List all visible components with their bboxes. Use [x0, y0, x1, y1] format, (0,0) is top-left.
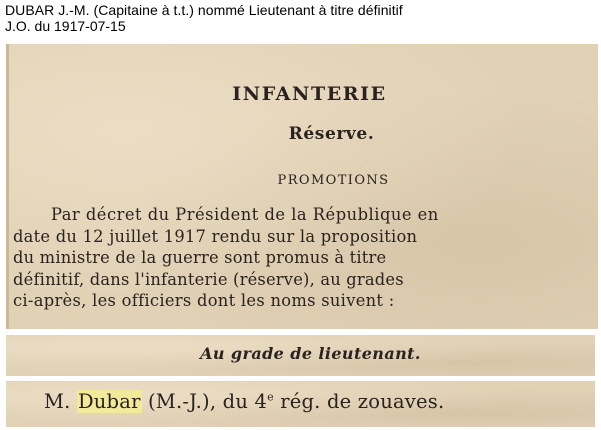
entry-suffix: rég. de zouaves.: [273, 390, 445, 413]
clipping-section-title: PROMOTIONS: [277, 173, 390, 188]
paragraph-line: ci-après, les officiers dont les noms suivent :: [13, 291, 395, 310]
paragraph-line: définitif, dans l'infanterie (réserve), au grades: [13, 269, 404, 289]
caption-date: J.O. du 1917-07-15: [5, 18, 126, 34]
grade-heading: Au grade de lieutenant.: [200, 344, 421, 363]
paragraph-line: date du 12 juillet 1917 rendu sur la proposition: [13, 226, 418, 246]
paragraph-line: Par décret du Président de la République en: [51, 205, 439, 224]
newspaper-clipping-grade: [6, 335, 595, 376]
newspaper-clipping-entry: [6, 381, 595, 427]
paragraph-line: du ministre de la guerre sont promus à titre: [13, 248, 387, 267]
newspaper-clipping-promotions: [6, 44, 598, 329]
caption: [5, 2, 595, 34]
entry-initials: (M.-J.), du 4: [141, 390, 268, 413]
ordinal-superscript: e: [267, 390, 274, 404]
caption-title: DUBAR J.-M. (Capitaine à t.t.) nommé Lieutenant à titre définitif: [5, 2, 403, 18]
clipping-subheading: Réserve.: [288, 124, 375, 144]
entry-prefix: M.: [44, 390, 77, 413]
decree-paragraph: [13, 204, 583, 312]
officer-entry: [44, 390, 444, 413]
highlighted-name: Dubar: [77, 390, 141, 413]
clipping-heading: INFANTERIE: [232, 83, 387, 105]
